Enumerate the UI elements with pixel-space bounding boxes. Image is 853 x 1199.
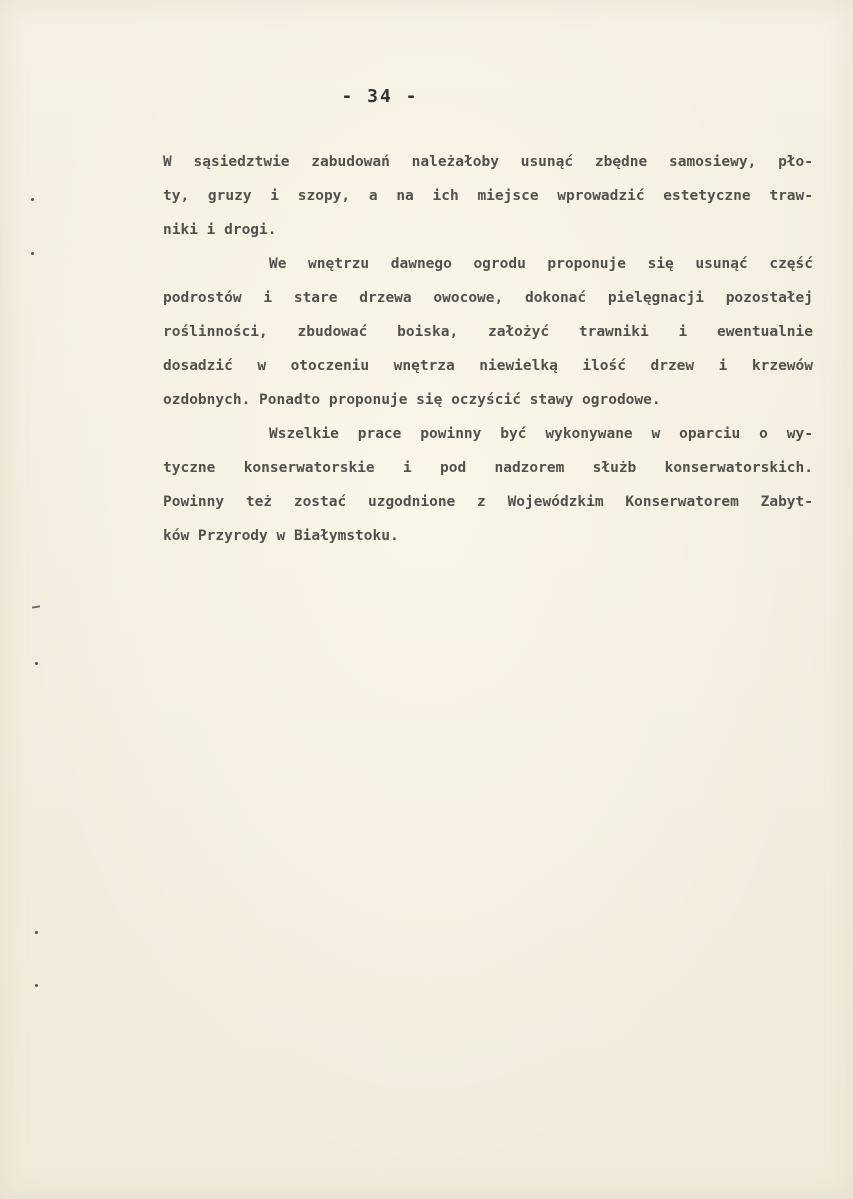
margin-speck	[31, 198, 34, 201]
page-number: - 34 -	[341, 86, 419, 107]
margin-speck	[35, 931, 38, 934]
text-line: We wnętrzu dawnego ogrodu proponuje się usunąć część	[269, 256, 813, 272]
margin-speck	[31, 252, 34, 255]
text-line: podrostów i stare drzewa owocowe, dokonać pielęgnacji pozostałej	[163, 290, 813, 306]
text-line: W sąsiedztwie zabudowań należałoby usunąć zbędne samosiewy, pło-	[163, 154, 813, 170]
text-line: dosadzić w otoczeniu wnętrza niewielką ilość drzew i krzewów	[163, 358, 813, 374]
margin-speck	[35, 662, 38, 665]
text-line: niki i drogi.	[163, 222, 277, 238]
text-line: roślinności, zbudować boiska, założyć trawniki i ewentualnie	[163, 324, 813, 340]
text-line: ków Przyrody w Białymstoku.	[163, 528, 399, 544]
text-line: tyczne konserwatorskie i pod nadzorem służb konserwatorskich.	[163, 460, 813, 476]
body-text	[163, 145, 813, 553]
margin-speck	[35, 984, 38, 987]
margin-speck	[32, 605, 40, 608]
text-line: Powinny też zostać uzgodnione z Wojewódzkim Konserwatorem Zabyt-	[163, 494, 813, 510]
text-line: Wszelkie prace powinny być wykonywane w oparciu o wy-	[269, 426, 813, 442]
text-line: ty, gruzy i szopy, a na ich miejsce wprowadzić estetyczne traw-	[163, 188, 813, 204]
text-line: ozdobnych. Ponadto proponuje się oczyścić stawy ogrodowe.	[163, 392, 661, 408]
